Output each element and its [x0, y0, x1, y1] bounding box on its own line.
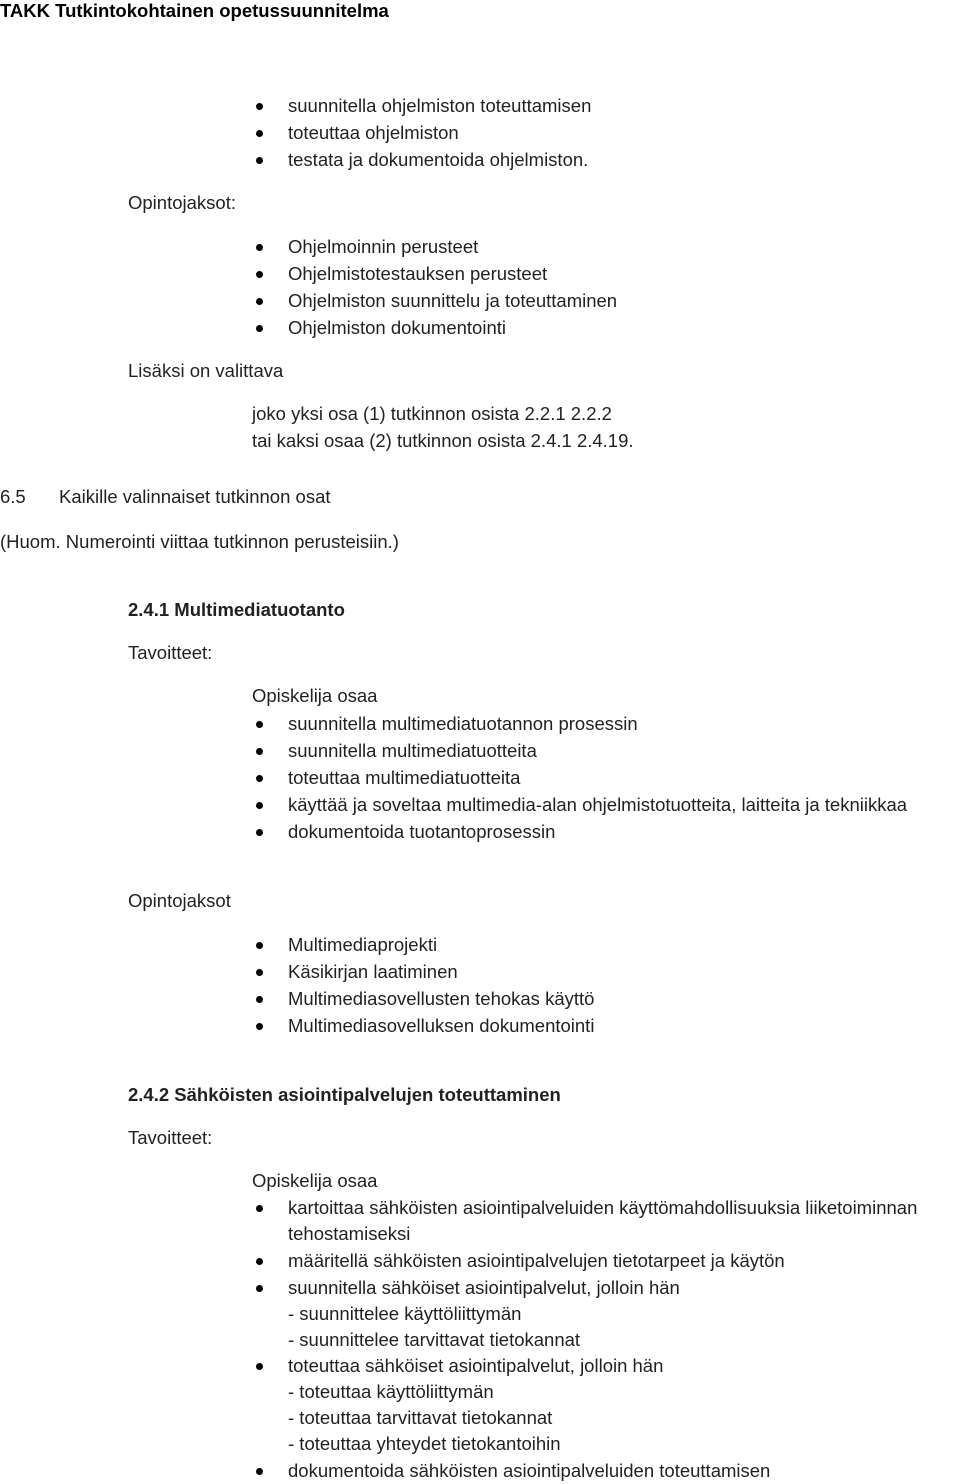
section-241-heading: 2.4.1 Multimediatuotanto [128, 599, 345, 620]
document-header: TAKK Tutkintokohtainen opetussuunnitelma [0, 0, 389, 21]
section-number: 6.5 [0, 486, 26, 507]
list-item: suunnitella multimediatuotteita [288, 740, 537, 761]
list-item: Ohjelmoinnin perusteet [288, 236, 479, 257]
lisaksi-label: Lisäksi on valittava [128, 360, 284, 381]
bullet-icon [256, 298, 263, 305]
list-item: Käsikirjan laatiminen [288, 961, 458, 982]
bullet-icon [256, 1205, 263, 1212]
bullet-icon [256, 1285, 263, 1292]
list-item: määritellä sähköisten asiointipalvelujen tietotarpeet ja käytön [288, 1250, 785, 1271]
list-item: dokumentoida tuotantoprosessin [288, 821, 556, 842]
bullet-icon [256, 829, 263, 836]
sub-item: - suunnittelee tarvittavat tietokannat [288, 1329, 581, 1350]
sub-item: - suunnittelee käyttöliittymän [288, 1303, 522, 1324]
bullet-icon [256, 721, 263, 728]
bullet-icon [256, 802, 263, 809]
opintojaksot-label: Opintojaksot: [128, 192, 236, 213]
list-item-continuation: tehostamiseksi [288, 1223, 411, 1244]
bullet-icon [256, 103, 263, 110]
list-item: kartoittaa sähköisten asiointipalveluiden käyttömahdollisuuksia liiketoiminnan [288, 1197, 918, 1218]
bullet-icon [256, 271, 263, 278]
list-item: testata ja dokumentoida ohjelmiston. [288, 149, 589, 170]
tavoitteet-label: Tavoitteet: [128, 1127, 213, 1148]
list-item: Multimediasovellusten tehokas käyttö [288, 988, 595, 1009]
list-item: toteuttaa multimediatuotteita [288, 767, 521, 788]
bullet-icon [256, 942, 263, 949]
lisaksi-line-1: joko yksi osa (1) tutkinnon osista 2.2.1 2.2.2 [252, 403, 612, 424]
list-item: Ohjelmiston dokumentointi [288, 317, 506, 338]
bullet-icon [256, 1363, 263, 1370]
list-item: suunnitella ohjelmiston toteuttamisen [288, 95, 592, 116]
list-item: suunnitella multimediatuotannon prosessin [288, 713, 638, 734]
section-title: Kaikille valinnaiset tutkinnon osat [59, 486, 331, 507]
intro-text: Opiskelija osaa [252, 1170, 378, 1191]
bullet-icon [256, 325, 263, 332]
section-242-heading: 2.4.2 Sähköisten asiointipalvelujen toteuttaminen [128, 1084, 561, 1105]
list-item: suunnitella sähköiset asiointipalvelut, jolloin hän [288, 1277, 680, 1298]
tavoitteet-label: Tavoitteet: [128, 642, 213, 663]
opintojaksot-label: Opintojaksot [128, 890, 231, 911]
sub-item: - toteuttaa yhteydet tietokantoihin [288, 1433, 561, 1454]
list-item: dokumentoida sähköisten asiointipalveluiden toteuttamisen [288, 1460, 771, 1481]
lisaksi-line-2: tai kaksi osaa (2) tutkinnon osista 2.4.1 2.4.19. [252, 430, 634, 451]
bullet-icon [256, 748, 263, 755]
section-note: (Huom. Numerointi viittaa tutkinnon perusteisiin.) [0, 531, 399, 552]
list-item: toteuttaa ohjelmiston [288, 122, 459, 143]
list-item: Ohjelmiston suunnittelu ja toteuttaminen [288, 290, 618, 311]
bullet-icon [256, 775, 263, 782]
list-item: Multimediasovelluksen dokumentointi [288, 1015, 595, 1036]
bullet-icon [256, 244, 263, 251]
list-item: toteuttaa sähköiset asiointipalvelut, jolloin hän [288, 1355, 664, 1376]
list-item: Ohjelmistotestauksen perusteet [288, 263, 548, 284]
sub-item: - toteuttaa tarvittavat tietokannat [288, 1407, 553, 1428]
bullet-icon [256, 969, 263, 976]
bullet-icon [256, 1258, 263, 1265]
list-item: Multimediaprojekti [288, 934, 438, 955]
bullet-icon [256, 130, 263, 137]
sub-item: - toteuttaa käyttöliittymän [288, 1381, 494, 1402]
intro-text: Opiskelija osaa [252, 685, 378, 706]
bullet-icon [256, 1468, 263, 1475]
bullet-icon [256, 1023, 263, 1030]
list-item: käyttää ja soveltaa multimedia-alan ohjelmistotuotteita, laitteita ja tekniikkaa [288, 794, 908, 815]
bullet-icon [256, 996, 263, 1003]
bullet-icon [256, 157, 263, 164]
